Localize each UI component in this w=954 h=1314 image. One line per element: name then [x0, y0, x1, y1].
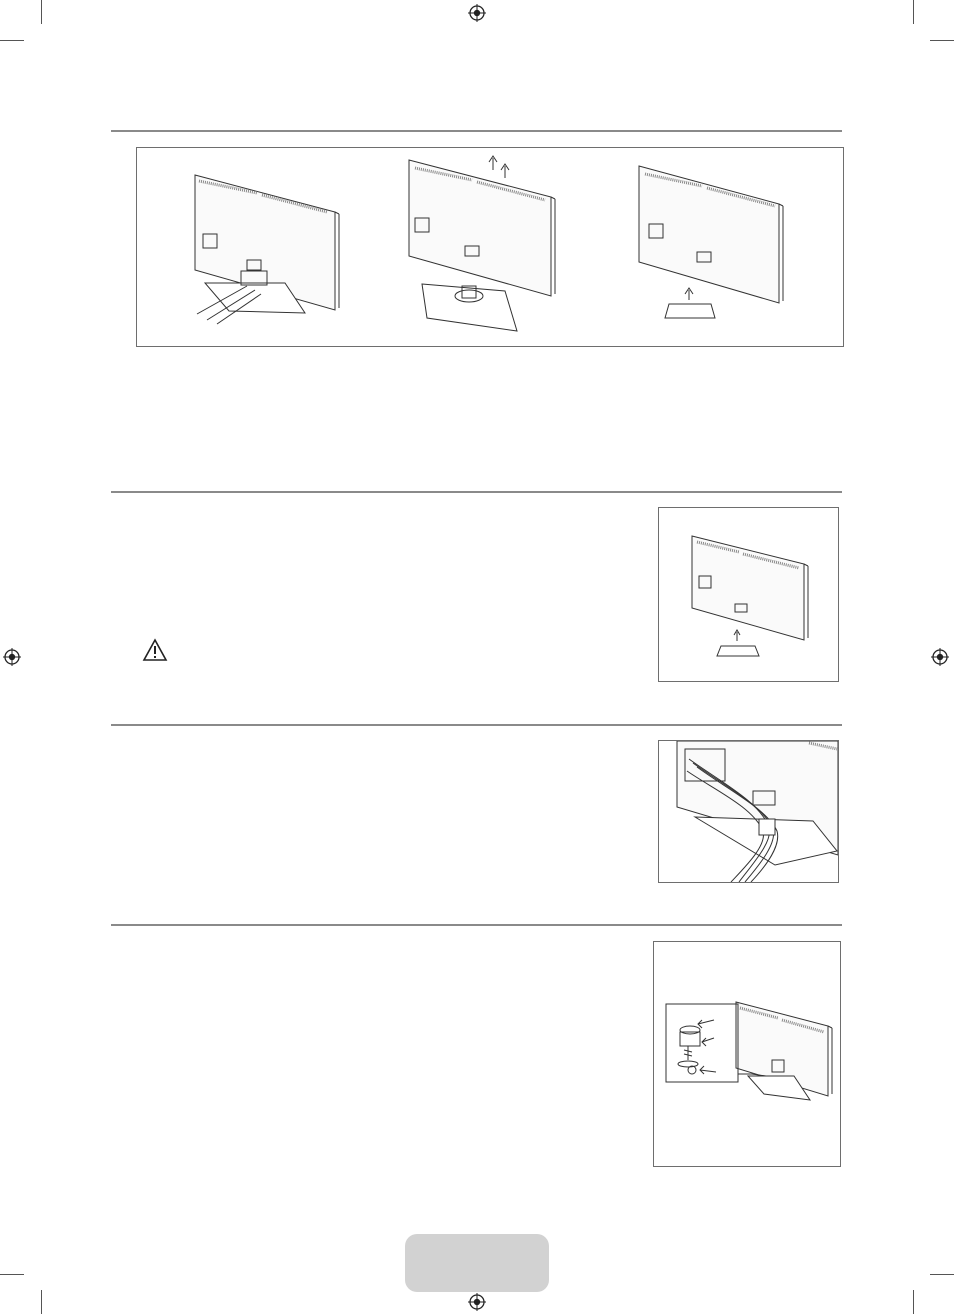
stand-removal-illustrations	[137, 148, 843, 346]
registration-mark-icon	[3, 648, 21, 666]
crop-mark	[41, 1290, 42, 1314]
stand-fastening-figure-panel	[653, 941, 841, 1167]
tv-back-with-stand-screws	[195, 175, 339, 324]
crop-mark	[913, 0, 914, 24]
crop-mark	[0, 1274, 24, 1275]
cable-holder-figure-panel	[658, 740, 839, 883]
section-divider	[111, 491, 842, 493]
stand-removal-figure-panel	[136, 147, 844, 347]
registration-mark-icon	[931, 648, 949, 666]
tv-stand-fastening-detail	[654, 942, 840, 1166]
tv-with-stand-guide	[639, 166, 783, 318]
page-number-tab	[405, 1234, 549, 1292]
registration-mark-icon	[468, 4, 486, 22]
crop-mark	[930, 1274, 954, 1275]
registration-mark-icon	[468, 1293, 486, 1311]
section-divider	[111, 130, 842, 132]
crop-mark	[0, 40, 24, 41]
crop-mark	[913, 1290, 914, 1314]
tv-lifted-off-stand	[409, 156, 555, 331]
tv-cable-holder-detail	[659, 741, 838, 882]
section-divider	[111, 924, 842, 926]
tv-back-stand-guide-removed	[659, 508, 838, 681]
crop-mark	[930, 40, 954, 41]
caution-icon	[142, 638, 168, 662]
guide-stand-figure-panel	[658, 507, 839, 682]
crop-mark	[41, 0, 42, 24]
section-divider	[111, 724, 842, 726]
